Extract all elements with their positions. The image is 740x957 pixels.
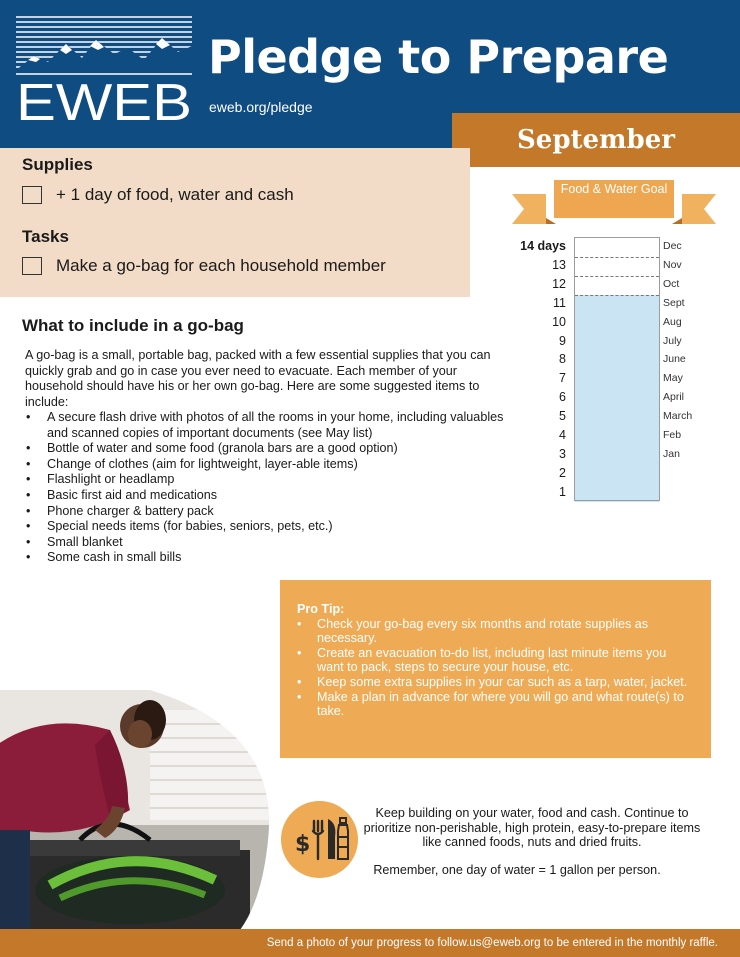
goal-tick-label: 14 days bbox=[520, 239, 566, 253]
goal-month-label: Aug bbox=[663, 315, 682, 328]
list-item: • Phone charger & battery pack bbox=[25, 504, 505, 520]
svg-text:$: $ bbox=[295, 832, 311, 857]
goal-month-label: Sept bbox=[663, 296, 685, 309]
tasks-heading: Tasks bbox=[22, 227, 69, 246]
reminder-text: Keep building on your water, food and cash. Continue to prioritize non-perishable, high protein, easy-to-prepare items like canned foods, nuts and dried fruits. bbox=[363, 806, 701, 849]
goal-month-label: May bbox=[663, 372, 683, 385]
list-item: • Check your go-bag every six months and rotate supplies as necessary. bbox=[297, 617, 693, 646]
goal-month-label: Jan bbox=[663, 447, 680, 460]
pro-tip-list bbox=[297, 617, 693, 719]
list-item: • Special needs items (for babies, seniors, pets, etc.) bbox=[25, 519, 505, 535]
goal-month-label: Feb bbox=[663, 429, 682, 441]
month-banner: September bbox=[452, 113, 740, 167]
goal-tick-label: 9 bbox=[559, 333, 566, 348]
list-item: • Basic first aid and medications bbox=[25, 488, 505, 504]
gobag-heading: What to include in a go-bag bbox=[22, 316, 244, 335]
list-item: • A secure flash drive with photos of all the rooms in your home, including valuables and scanned copies of important documents (see May list) bbox=[25, 410, 505, 441]
pledge-url: eweb.org/pledge bbox=[209, 99, 313, 115]
list-item: • Keep some extra supplies in your car such as a tarp, water, jacket. bbox=[297, 675, 693, 690]
tasks-checkbox[interactable] bbox=[22, 257, 42, 275]
goal-tick-label: 2 bbox=[559, 465, 566, 480]
goal-tick-label: 11 bbox=[553, 295, 566, 310]
list-item: • Create an evacuation to-do list, including last minute items you want to pack, steps to secure your house, etc. bbox=[297, 646, 693, 675]
goal-month-label: Nov bbox=[663, 258, 682, 271]
page-title: Pledge to Prepare bbox=[208, 30, 669, 84]
list-item: • Bottle of water and some food (granola bars are a good option) bbox=[25, 441, 505, 457]
tasks-item bbox=[22, 256, 386, 276]
goal-tick-label: 8 bbox=[559, 352, 566, 367]
gobag-intro: A go-bag is a small, portable bag, packed with a few essential supplies that you can quickly grab and go in case you ever need to evacuate. Each member of your household should have his or her own go-bag. Here are some suggested items to include: bbox=[25, 348, 491, 409]
goal-tick-label: 13 bbox=[552, 257, 566, 272]
list-item: • Some cash in small bills bbox=[25, 550, 505, 566]
water-reminder: Remember, one day of water = 1 gallon per person. bbox=[373, 863, 661, 877]
supplies-item bbox=[22, 185, 294, 205]
gobag-list bbox=[25, 410, 505, 566]
goal-tick-label: 4 bbox=[559, 428, 566, 442]
goal-month-label: Oct bbox=[663, 277, 680, 290]
packing-photo bbox=[0, 690, 280, 930]
goal-tick-label: 3 bbox=[559, 446, 566, 461]
money-food-water-icon bbox=[281, 801, 358, 878]
eweb-logo bbox=[16, 14, 192, 124]
list-item: • Small blanket bbox=[25, 535, 505, 551]
goal-month-label: June bbox=[663, 353, 686, 366]
goal-chart bbox=[510, 234, 710, 504]
goal-ribbon-label: Food & Water Goal bbox=[560, 182, 668, 196]
goal-tick-label: 6 bbox=[559, 390, 566, 405]
goal-month-label: July bbox=[663, 334, 682, 347]
goal-tick-label: 10 bbox=[552, 314, 566, 329]
footer-banner: Send a photo of your progress to follow.us@eweb.org to be entered in the monthly raffle. bbox=[0, 929, 740, 957]
goal-tick-label: 7 bbox=[559, 371, 566, 386]
tasks-item-label: Make a go-bag for each household member bbox=[56, 256, 386, 275]
goal-month-label: March bbox=[663, 410, 693, 423]
supplies-heading: Supplies bbox=[22, 155, 93, 174]
list-item: • Flashlight or headlamp bbox=[25, 472, 505, 488]
pro-tip-title: Pro Tip: bbox=[297, 602, 345, 616]
list-item: • Make a plan in advance for where you will go and what route(s) to take. bbox=[297, 690, 693, 719]
goal-tick-label: 1 bbox=[559, 484, 566, 499]
goal-level-divider bbox=[575, 295, 659, 296]
logo-text: EWEB bbox=[16, 74, 192, 124]
pro-tip-box bbox=[280, 580, 711, 758]
supplies-item-label: + 1 day of food, water and cash bbox=[56, 185, 294, 204]
goal-level-divider bbox=[575, 276, 659, 277]
goal-month-label: April bbox=[663, 391, 685, 404]
goal-level-divider bbox=[575, 257, 659, 258]
list-item: • Change of clothes (aim for lightweight, layer-able items) bbox=[25, 457, 505, 473]
supplies-checkbox[interactable] bbox=[22, 186, 42, 204]
checklist-box bbox=[0, 148, 470, 297]
goal-tick-label: 5 bbox=[559, 409, 566, 424]
goal-month-label: Dec bbox=[663, 240, 682, 252]
goal-tick-label: 12 bbox=[552, 276, 566, 291]
